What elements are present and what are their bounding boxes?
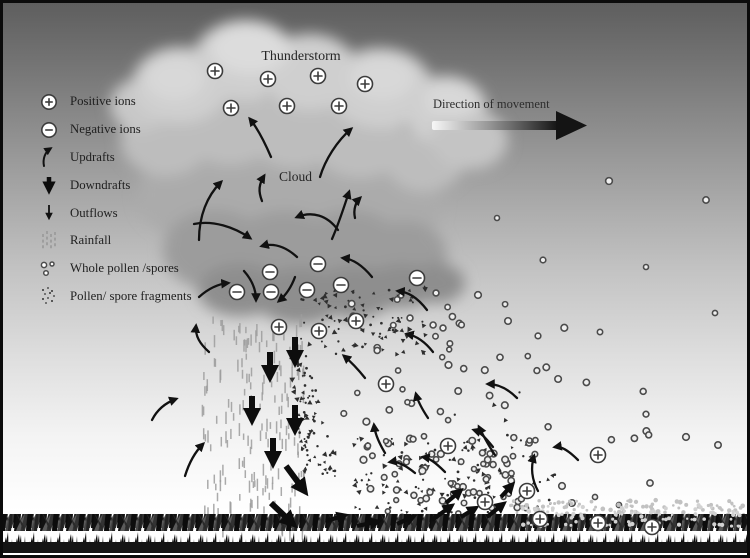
pollen-fragment-plume xyxy=(289,285,556,529)
pollen-fragments-icon xyxy=(36,284,62,308)
rainfall-icon xyxy=(36,229,62,253)
cloud-label: Cloud xyxy=(279,169,313,184)
rainfall-shaft xyxy=(202,314,304,544)
downdraft-arrow-icon xyxy=(36,173,62,197)
positive-ion-icon xyxy=(36,90,62,114)
negative-ion-icon xyxy=(36,118,62,142)
legend-label-rainfall: Rainfall xyxy=(70,233,112,248)
thunderstorm-label: Thunderstorm xyxy=(261,49,341,64)
legend-label-updrafts: Updrafts xyxy=(70,149,115,164)
legend-label-positive-ions: Positive ions xyxy=(70,94,136,109)
grass-ground xyxy=(3,514,747,553)
direction-of-movement-label: Direction of movement xyxy=(433,97,550,111)
legend-label-whole-pollen: Whole pollen /spores xyxy=(70,261,179,276)
outflow-arrow-icon xyxy=(36,201,62,225)
legend-item-updrafts xyxy=(36,144,192,172)
legend-item-outflows xyxy=(36,199,192,227)
legend-label-fragments: Pollen/ spore fragments xyxy=(70,288,192,303)
updraft-arrow-icon xyxy=(36,145,62,169)
legend-item-positive-ions xyxy=(36,88,192,116)
legend-item-whole-pollen xyxy=(36,255,192,283)
legend-item-downdrafts xyxy=(36,171,192,199)
legend-label-downdrafts: Downdrafts xyxy=(70,177,131,192)
legend-item-fragments xyxy=(36,283,192,311)
legend-item-rainfall xyxy=(36,227,192,255)
legend-label-outflows: Outflows xyxy=(70,205,118,220)
legend-item-negative-ions xyxy=(36,116,192,144)
whole-pollen-icon xyxy=(36,257,62,281)
legend-label-negative-ions: Negative ions xyxy=(70,122,141,137)
legend xyxy=(36,88,192,310)
